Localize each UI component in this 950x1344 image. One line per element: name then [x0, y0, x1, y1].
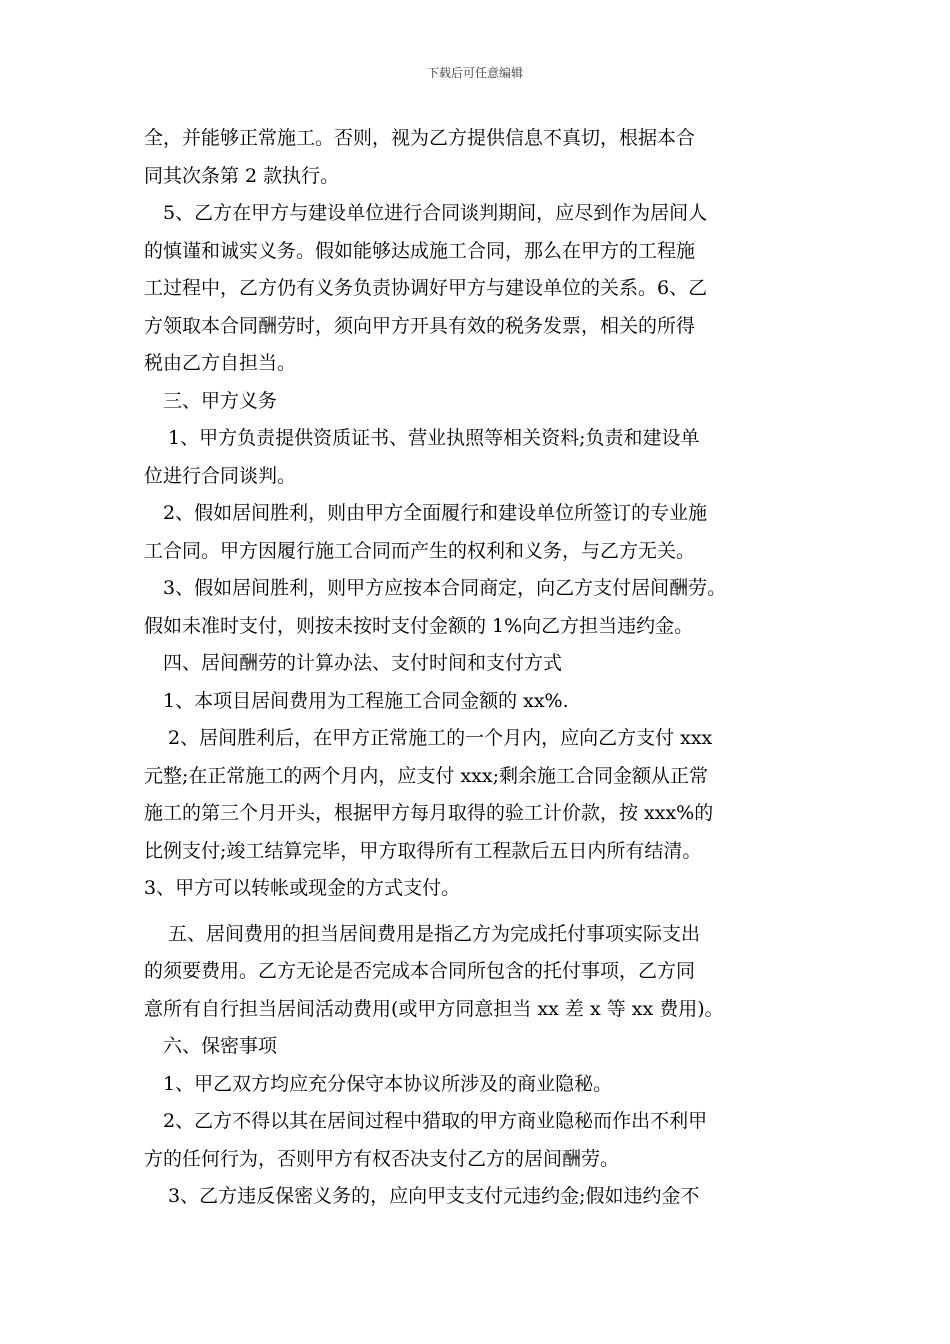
- section-heading: 四、居间酬劳的计算办法、支付时间和支付方式: [163, 652, 563, 674]
- text-line: 全，并能够正常施工。否则，视为乙方提供信息不真切，根据本合: [144, 127, 696, 149]
- text-line: 比例支付;竣工结算完毕，甲方取得所有工程款后五日内所有结清。: [144, 839, 702, 862]
- text-line: 位进行合同谈判。: [144, 464, 297, 487]
- text-line: 3、乙方违反保密义务的，应向甲支支付元违约金;假如违约金不: [168, 1185, 700, 1207]
- text-line: 2、乙方不得以其在居间过程中猎取的甲方商业隐秘而作出不利甲: [163, 1110, 708, 1132]
- page-header: 下载后可任意编辑: [426, 66, 523, 80]
- text-line: 工过程中，乙方仍有义务负责协调好甲方与建设单位的关系。6、乙: [144, 277, 708, 299]
- document-body: [144, 120, 814, 1216]
- text-line: 工合同。甲方因履行施工合同而产生的权利和义务，与乙方无关。: [144, 539, 696, 562]
- section-heading: 三、甲方义务: [163, 389, 278, 412]
- text-line: 5、乙方在甲方与建设单位进行合同谈判期间，应尽到作为居间人: [163, 202, 708, 224]
- text-line: 1、本项目居间费用为工程施工合同金额的 xx%.: [163, 689, 569, 712]
- section-heading: 五、居间费用的担当居间费用是指乙方为完成托付事项实际支出: [168, 922, 701, 945]
- text-line: 方的任何行为，否则甲方有权否决支付乙方的居间酬劳。: [144, 1147, 620, 1170]
- text-line: 方领取本合同酬劳时，须向甲方开具有效的税务发票，相关的所得: [144, 314, 696, 337]
- text-line: 同其次条第 2 款执行。: [144, 164, 340, 187]
- text-line: 施工的第三个月开头，根据甲方每月取得的验工计价款，按 xxx%的: [144, 802, 714, 824]
- text-line: 3、假如居间胜利，则甲方应按本合同商定，向乙方支付居间酬劳。: [163, 577, 727, 599]
- text-line: 的慎谨和诚实义务。假如能够达成施工合同，那么在甲方的工程施: [144, 239, 696, 262]
- text-line: 假如未准时支付，则按未按时支付金额的 1%向乙方担当违约金。: [144, 614, 694, 637]
- text-line: 3、甲方可以转帐或现金的方式支付。: [144, 877, 461, 899]
- text-line: 1、甲方负责提供资质证书、营业执照等相关资料;负责和建设单: [168, 427, 700, 449]
- text-line: 意所有自行担当居间活动费用(或甲方同意担当 xx 差 x 等 xx 费用)。: [144, 997, 724, 1020]
- text-line: 2、居间胜利后，在甲方正常施工的一个月内，应向乙方支付 xxx: [168, 727, 713, 749]
- text-line: 元整;在正常施工的两个月内，应支付 xxx;剩余施工合同金额从正常: [144, 764, 708, 787]
- section-heading: 六、保密事项: [163, 1035, 278, 1057]
- text-line: 1、甲乙双方均应充分保守本协议所涉及的商业隐秘。: [163, 1072, 613, 1095]
- text-line: 2、假如居间胜利，则由甲方全面履行和建设单位所签订的专业施: [163, 502, 708, 524]
- text-line: 的须要费用。乙方无论是否完成本合同所包含的托付事项，乙方同: [144, 960, 696, 982]
- text-line: 税由乙方自担当。: [144, 352, 297, 374]
